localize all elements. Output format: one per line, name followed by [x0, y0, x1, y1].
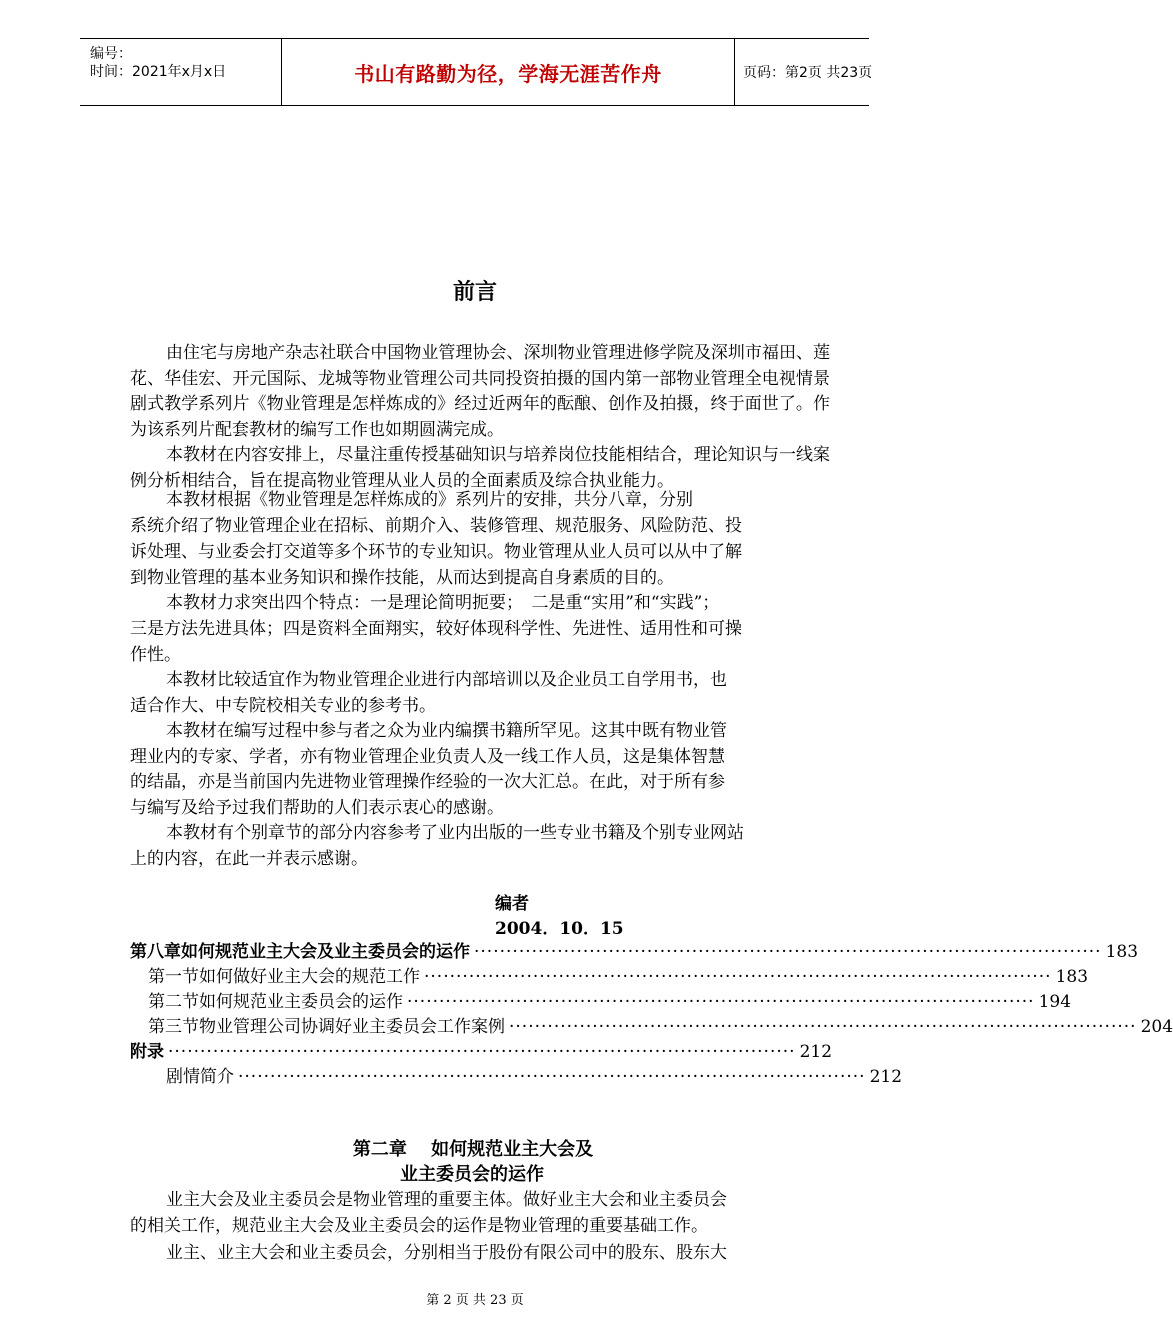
toc-entry-page: 204 — [1140, 1017, 1173, 1037]
toc-entry[interactable] — [148, 962, 1089, 987]
page-footer: 第 2 页 共 23 页 — [426, 1293, 524, 1308]
toc-entry-page: 183 — [1055, 967, 1089, 987]
toc-entry-title: 第三节物业管理公司协调好业主委员会工作案例 — [148, 1017, 505, 1037]
header-meta — [80, 39, 282, 105]
preface-p3-line-3: 诉处理、与业委会打交道等多个环节的专业知识。物业管理从业人员可以从中了解 — [130, 542, 742, 562]
preface-paragraph-1: 由住宅与房地产杂志社联合中国物业管理协会、深圳物业管理进修学院及深圳市福田、莲花、华佳宏、开元国际、龙城等物业管理公司共同投资拍摄的国内第一部物业管理全电视情景剧式教学系列片《物业管理是怎样炼成的》经过近两年的酝酿、创作及拍摄，终于面世了。作为该系列片配套教材的编写工作也如期圆满完成。 — [130, 343, 830, 440]
header-page-cell — [735, 39, 873, 105]
toc-entry-title: 第二节如何规范业主委员会的运作 — [148, 992, 403, 1012]
editor-label: 编者 — [495, 894, 529, 914]
toc-entry-page: 194 — [1038, 992, 1072, 1012]
chapter-body-line-2: 的相关工作，规范业主大会及业主委员会的运作是物业管理的重要基础工作。 — [130, 1216, 708, 1236]
chapter-title-line-1: 第二章 如何规范业主大会及 — [352, 1139, 594, 1160]
preface-date: 2004．10．15 — [495, 919, 624, 939]
toc-entry-title: 剧情简介 — [166, 1067, 234, 1087]
header-motto-cell — [282, 39, 735, 105]
toc-entry-page: 212 — [799, 1042, 833, 1062]
preface-p4-line-1: 本教材力求突出四个特点：一是理论简明扼要； 二是重“实用”和“实践”； — [166, 593, 720, 613]
toc-entry-page: 183 — [1105, 942, 1139, 962]
preface-p6-line-1: 本教材在编写过程中参与者之众为业内编撰书籍所罕见。这其中既有物业管 — [166, 721, 727, 741]
chapter-title-line-2: 业主委员会的运作 — [400, 1164, 544, 1185]
preface-p3-line-1: 本教材根据《物业管理是怎样炼成的》系列片的安排，共分八章，分别 — [166, 490, 693, 510]
motto: 书山有路勤为径，学海无涯苦作舟 — [354, 61, 662, 86]
preface-p6-line-2: 理业内的专家、学者，亦有物业管理企业负责人及一线工作人员，这是集体智慧 — [130, 747, 725, 767]
toc-leader: ·································································································· — [238, 1067, 866, 1087]
preface-paragraph-2: 本教材在内容安排上，尽量注重传授基础知识与培养岗位技能相结合，理论知识与一线案例分析相结合，旨在提高物业管理从业人员的全面素质及综合执业能力。 — [130, 445, 830, 491]
page-header — [80, 38, 873, 106]
toc-entry[interactable] — [130, 937, 1139, 962]
toc-entry[interactable] — [148, 1012, 1173, 1037]
preface-p3-line-2: 系统介绍了物业管理企业在招标、前期介入、装修管理、规范服务、风险防范、投 — [130, 516, 742, 536]
preface-p4-line-3: 作性。 — [130, 645, 181, 665]
toc-leader: ·································································································· — [168, 1042, 796, 1062]
preface-p3-line-4: 到物业管理的基本业务知识和操作技能，从而达到提高自身素质的目的。 — [130, 568, 674, 588]
toc-entry-title: 附录 — [130, 1042, 164, 1062]
page-code: 页码：第2页 共23页 — [743, 65, 873, 81]
preface-p5-line-1: 本教材比较适宜作为物业管理企业进行内部培训以及企业员工自学用书，也 — [166, 670, 727, 690]
preface-p6-line-3: 的结晶，亦是当前国内先进物业管理操作经验的一次大汇总。在此，对于所有参 — [130, 772, 725, 792]
number-label: 编号： — [90, 46, 132, 62]
preface-p6-line-4: 与编写及给予过我们帮助的人们表示衷心的感谢。 — [130, 798, 504, 818]
toc-entry[interactable] — [148, 987, 1072, 1012]
toc-leader: ·································································································· — [474, 942, 1102, 962]
toc-entry[interactable] — [166, 1062, 903, 1087]
preface-p7-line-2: 上的内容，在此一并表示感谢。 — [130, 849, 368, 869]
chapter-body-line-1: 业主大会及业主委员会是物业管理的重要主体。做好业主大会和业主委员会 — [166, 1190, 727, 1210]
toc-entry-page: 212 — [869, 1067, 903, 1087]
toc-leader: ·································································································· — [407, 992, 1035, 1012]
toc-entry-title: 第八章如何规范业主大会及业主委员会的运作 — [130, 942, 470, 962]
preface-title: 前言 — [452, 280, 497, 305]
preface-p4-line-2: 三是方法先进具体；四是资料全面翔实，较好体现科学性、先进性、适用性和可操 — [130, 619, 742, 639]
toc-leader: ·································································································· — [509, 1017, 1137, 1037]
preface-p5-line-2: 适合作大、中专院校相关专业的参考书。 — [130, 696, 436, 716]
toc-entry[interactable] — [130, 1037, 833, 1062]
toc-leader: ·································································································· — [424, 967, 1052, 987]
chapter-body-line-3: 业主、业主大会和业主委员会，分别相当于股份有限公司中的股东、股东大 — [166, 1243, 727, 1263]
toc-entry-title: 第一节如何做好业主大会的规范工作 — [148, 967, 420, 987]
date-label: 时间：2021年x月x日 — [90, 64, 227, 80]
preface-p7-line-1: 本教材有个别章节的部分内容参考了业内出版的一些专业书籍及个别专业网站 — [166, 823, 744, 843]
